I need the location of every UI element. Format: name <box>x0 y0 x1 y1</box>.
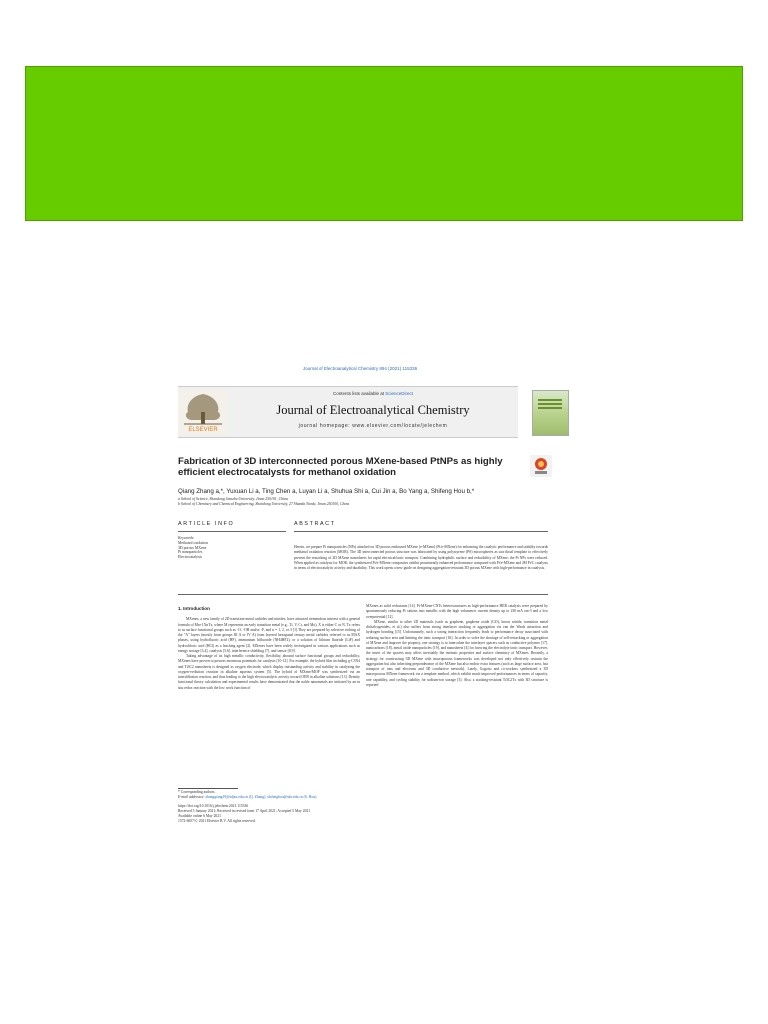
copyright: 1572-6657/© 2021 Elsevier B.V. All rights reserved. <box>178 819 256 823</box>
body-paragraph: MXenes as solid reductants [14]. Pt-MXene-CNTs heterostructures as high-performance HER catalysts were prepared by spontaneously reducing Pt cations into metallic with the high volumetric current density up to 230 mA cm-3 and a low overpotential [12]. <box>366 604 548 619</box>
author-list: Qiang Zhang a,*, Yuxuan Li a, Ting Chen a, Luyan Li a, Shuhua Shi a, Cui Jin a, Bo Yang a, Shifeng Hou b,* <box>178 488 475 495</box>
body-paragraph: Taking advantage of its high metallic conductivity, flexibility, abound surface functional groups and reducibility, MXenes have proven to possess enormous potentials for catalysis [10-12]. For example, the hybrid film including g-C3N4 and Ti3C2 nanosheets is designed as oxygen electrode, which display outstanding activity and stability in catalyzing the oxygen-evolution reaction in alkaline aqueous system [5]. The hybrid of MXene/MOF was synthesized via an interdiffusion reaction, and thus leading to the high electrocatalytic activity toward OER in alkaline solutions [13]. Density functional theory calculation and experimental results have demonstrated that the noble nanometals are initiated by an in situ redox reaction with the low work function of <box>178 654 360 690</box>
footnote-corresponding: * Corresponding authors. <box>178 790 216 794</box>
keyword: 3D porous MXene <box>178 545 207 550</box>
abstract-text: Herein, we prepare Pt nanoparticles (NPs) attached on 3D porous embossed MXene (e-MXene) (Pt/e-MXene) for enhancing the catalytic performance and stability towards methanol oxidation reaction (MOR). The 3D interconnected porous structure was fabricated by using polystyrene (PS) microspheres as sacrificial template to effectively prevent the restacking of 2D MXene nanosheets for rapid electrical/ionic transport. Combining hydrophilic surface and reducibility of MXene, the Pt NPs were reduced. When applied as catalysts for MOR, the synthesized Pt/e-MXene composites exhibit prominently enhanced performance compared with Pt/e-MXene and JM Pt/C catalysts in terms of electrocatalytic activity and durability. This work opens a new guide on designing aggregation-resistant 3D porous MXene with high-performance in catalysis. <box>294 545 548 571</box>
body-paragraph: MXenes, a new family of 2D transition-metal carbides and nitrides, have attracted tremendous interest with a general formula of Mn+1XnTx, where M represents an early transition metal (e.g., Ti, V, Cr, and Mo), X is either C or N, Tx refers to as surface functional groups such as -O, -OH and/or -F, and n = 1, 2, or 3 [1].They are prepared by selective etching of the "A" layers (mostly from groups III A or IV A) from layered hexagonal ternary metal carbides referred to as MAX phases, using hydrofluoric acid (HF), ammonium bifluoride (NH4HF2), or a solution of lithium fluoride (LiF) and hydrochloric acid (HCl) as a leaching agent [2]. MXenes have been widely investigated in various applications such as energy storage [3,4], catalysis [5,6], interference shielding [7], and sensor [8,9]. <box>178 617 360 653</box>
body-column-left <box>178 606 360 691</box>
email-links[interactable]: zhangqiang19@sdjzu.edu.cn (Q. Zhang), shifenghou@sdu.edu.cn (S. Hou). <box>205 795 318 799</box>
keyword: Electrocatalysis <box>178 555 203 560</box>
keywords-list <box>178 536 208 560</box>
footnote-rule <box>178 788 238 789</box>
elsevier-logo-icon <box>178 390 228 434</box>
green-banner <box>25 66 743 221</box>
keyword: Methanol oxidation <box>178 540 208 545</box>
affiliation-b: b School of Chemistry and Chemical Engineering, Shandong University, 27 Shanda Nanlu, Jinan 250100, China <box>178 502 350 506</box>
sciencedirect-link[interactable]: ScienceDirect <box>385 391 414 396</box>
abstract-heading: ABSTRACT <box>294 521 336 527</box>
contents-line: Contents lists available at ScienceDirect <box>332 391 414 396</box>
affiliation-a: a School of Science, Shandong Jianzhu University, Jinan 250101, China <box>178 497 288 501</box>
publisher-name: ELSEVIER <box>188 427 218 433</box>
received-dates: Received 5 January 2021; Received in revised form 17 April 2021; Accepted 5 May 2021 <box>178 809 311 813</box>
paper-page <box>150 360 570 840</box>
available-online: Available online 6 May 2021 <box>178 814 221 818</box>
journal-homepage[interactable]: journal homepage: www.elsevier.com/locate/jelechem <box>298 423 448 429</box>
footnote-emails: E-mail addresses: zhangqiang19@sdjzu.edu.cn (Q. Zhang), shifenghou@sdu.edu.cn (S. Hou). <box>178 795 318 799</box>
article-info-rule <box>178 531 286 532</box>
journal-cover-thumbnail <box>532 390 569 436</box>
body-paragraph: MXene, similar to other 2D materials (such as graphene, graphene oxide (GO), boron nitride, transition metal dichalcogenides, et al.) also suffers from strong interlayer stacking or aggregation via van der Waals attraction and hydrogen bonding [15]. Unfortunately, such a strong interaction frequently leads to performance decay associated with reducing surface area and limiting the ionic transport [16]. In order to solve the shortage of self-restacking or aggregation of MXene and improve the property, one strategy is to intercalate the interlayer spacers such as conductive polymer [17], nanocarbons [18], metal oxide nanoparticles [19], and nanosheets [4] for favoring the electrolyte ionic transport. However, the insert of the spacers may affect inevitably the intrinsic properties and surface chemistry of MXenes. Recently, a strategy for constructing 3D MXene with macroporous frameworks was developed not only effectively restrain the aggregation but also inheriting preponderance of the MXene but also endow extra features (such as large surface area, fast transport of ions and electrons and 3D conductive network). Lately, Gogotsi and co-workers synthesized a 3D macroporous MXene framework via a template method, which exhibit much improved performances in terms of capacity, rate capability, and cycling stability for sodium-ion storage [3]. Also, a stacking-resistant Ti3C2Tx with 3D structure is reported <box>366 619 548 687</box>
keywords-label: Keywords: <box>178 536 195 540</box>
body-column-right <box>366 604 548 688</box>
article-title: Fabrication of 3D interconnected porous MXene-based PtNPs as highly efficient electrocatalysts for methanol oxidation <box>178 456 503 478</box>
section-heading-introduction: 1. Introduction <box>178 606 210 611</box>
abstract-rule <box>294 531 548 532</box>
abstract-bottom-rule <box>178 594 548 595</box>
keyword: Pt nanoparticles <box>178 550 203 555</box>
journal-name: Journal of Electroanalytical Chemistry <box>276 403 470 417</box>
journal-reference[interactable]: Journal of Electroanalytical Chemistry 894 (2021) 115336 <box>302 366 418 371</box>
article-info-heading: ARTICLE INFO <box>178 521 235 527</box>
crossmark-icon[interactable] <box>530 455 552 477</box>
doi-link[interactable]: https://doi.org/10.1016/j.jelechem.2021.115336 <box>178 804 249 808</box>
